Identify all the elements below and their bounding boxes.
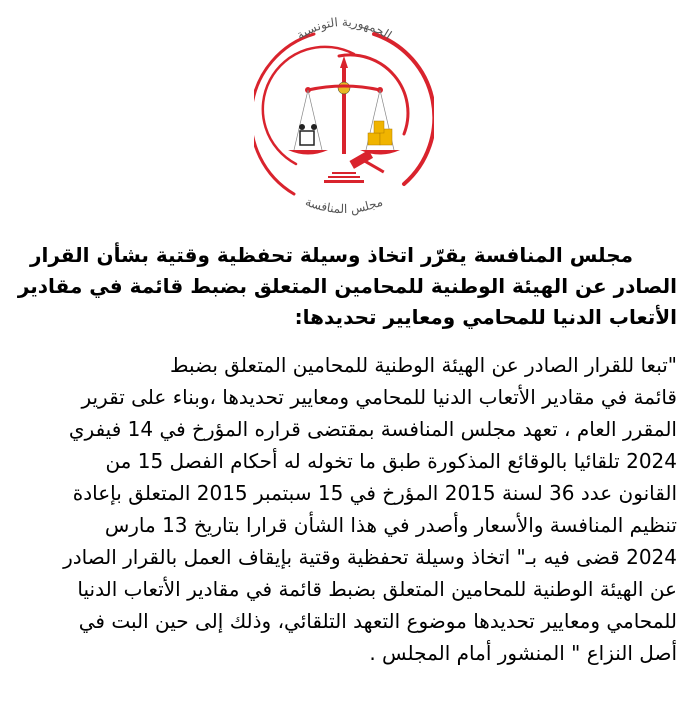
announcement-title (10, 240, 677, 333)
title-line: مجلس المنافسة يقرّر اتخاذ وسيلة تحفظية وقتية بشأن القرار (29, 243, 633, 267)
title-line: الصادر عن الهيئة الوطنية للمحامين المتعلق بضبط قائمة في مقادير (17, 274, 677, 298)
svg-text:مجلس المنافسة (303, 195, 384, 217)
body-line: للمحامي ومعايير تحديدها موضوع التعهد التلقائي، وذلك إلى حين البت في (78, 609, 677, 633)
title-line: الأتعاب الدنيا للمحامي ومعايير تحديدها: (294, 305, 677, 329)
body-line: تنظيم المنافسة والأسعار وأصدر في هذا الشأن قرارا بتاريخ 13 مارس (104, 513, 677, 537)
competition-council-logo (254, 4, 434, 226)
body-line: المقرر العام ، تعهد مجلس المنافسة بمقتضى قراره المؤرخ في 14 فيفري (68, 417, 677, 441)
body-line: "تبعا للقرار الصادر عن الهيئة الوطنية للمحامين المتعلق بضبط (169, 353, 677, 377)
body-line: 2024 تلقائيا بالوقائع المذكورة طبق ما تخوله له أحكام الفصل 15 من (105, 449, 677, 473)
body-line: قائمة في مقادير الأتعاب الدنيا للمحامي ومعايير تحديدها ،وبناء على تقرير (81, 385, 677, 409)
body-line: القانون عدد 36 لسنة 2015 المؤرخ في 15 سبتمبر 2015 المتعلق بإعادة (72, 481, 677, 505)
logo-top-text: الجمهورية التونسية (293, 14, 394, 43)
svg-text:الجمهورية التونسية (293, 15, 393, 42)
scales-icon (288, 56, 400, 183)
announcement-body (10, 349, 677, 669)
body-line: 2024 قضى فيه بـ" اتخاذ وسيلة تحفظية وقتية بإيقاف العمل بالقرار الصادر (63, 545, 677, 569)
body-line: أصل النزاع " المنشور أمام المجلس . (369, 641, 677, 665)
body-line: عن الهيئة الوطنية للمحامين المتعلق بضبط قائمة في مقادير الأتعاب الدنيا (77, 577, 677, 601)
logo-bottom-text: مجلس المنافسة (302, 194, 385, 217)
